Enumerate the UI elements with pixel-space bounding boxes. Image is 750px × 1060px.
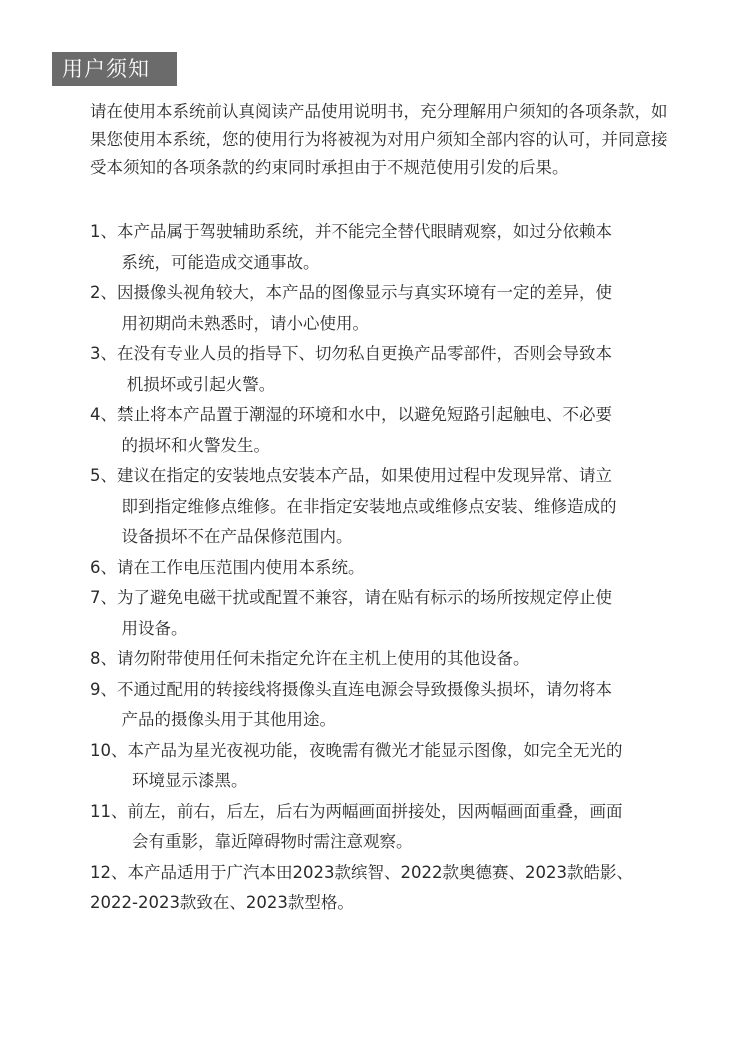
list-item <box>90 400 670 461</box>
item-text: 12、本产品适用于广汽本田2023款缤智、2022款奥德赛、2023款皓影、 2022-2023款致在、2023款型格。 <box>90 862 633 912</box>
list-item <box>90 553 670 584</box>
list-item <box>90 583 670 644</box>
list-item <box>90 797 670 858</box>
item-text: 6、请在工作电压范围内使用本系统。 <box>90 557 365 577</box>
item-text: 2、因摄像头视角较大，本产品的图像显示与真实环境有一定的差异，使 用初期尚未熟悉时，请小心使用。 <box>90 283 612 333</box>
item-text: 11、前左，前右，后左，后右为两幅画面拼接处，因两幅画面重叠，画面 会有重影，靠近障碍物时需注意观察。 <box>90 801 623 851</box>
intro-paragraph: 请在使用本系统前认真阅读产品使用说明书，充分理解用户须知的各项条款，如果您使用本系统，您的使用行为将被视为对用户须知全部内容的认可，并同意接受本须知的各项条款的约束同时承担由于不规范使用引发的后果。 <box>90 102 668 177</box>
item-text: 4、禁止将本产品置于潮湿的环境和水中，以避免短路引起触电、不必要 的损坏和火警发生。 <box>90 405 612 455</box>
item-text: 10、本产品为星光夜视功能，夜晚需有微光才能显示图像，如完全无光的 环境显示漆黑。 <box>90 740 623 790</box>
list-item <box>90 278 670 339</box>
list-item <box>90 858 670 919</box>
list-item <box>90 339 670 400</box>
item-text: 5、建议在指定的安装地点安装本产品，如果使用过程中发现异常、请立 即到指定维修点维修。在非指定安装地点或维修点安装、维修造成的 设备损坏不在产品保修范围内。 <box>90 466 617 546</box>
item-text: 1、本产品属于驾驶辅助系统，并不能完全替代眼睛观察，如过分依赖本 系统，可能造成交通事故。 <box>90 222 612 272</box>
list-item <box>90 217 670 278</box>
item-text: 8、请勿附带使用任何未指定允许在主机上使用的其他设备。 <box>90 649 530 668</box>
list-item <box>90 736 670 797</box>
notice-list <box>90 217 670 919</box>
section-title: 用户须知 <box>52 52 177 86</box>
list-item <box>90 675 670 736</box>
item-text: 3、在没有专业人员的指导下、切勿私自更换产品零部件，否则会导致本 机损坏或引起火警。 <box>90 344 612 394</box>
item-text: 9、不通过配用的转接线将摄像头直连电源会导致摄像头损坏，请勿将本 产品的摄像头用于其他用途。 <box>90 679 612 729</box>
item-text: 7、为了避免电磁干扰或配置不兼容，请在贴有标示的场所按规定停止使 用设备。 <box>90 588 612 638</box>
list-item <box>90 644 670 675</box>
list-item <box>90 461 670 553</box>
